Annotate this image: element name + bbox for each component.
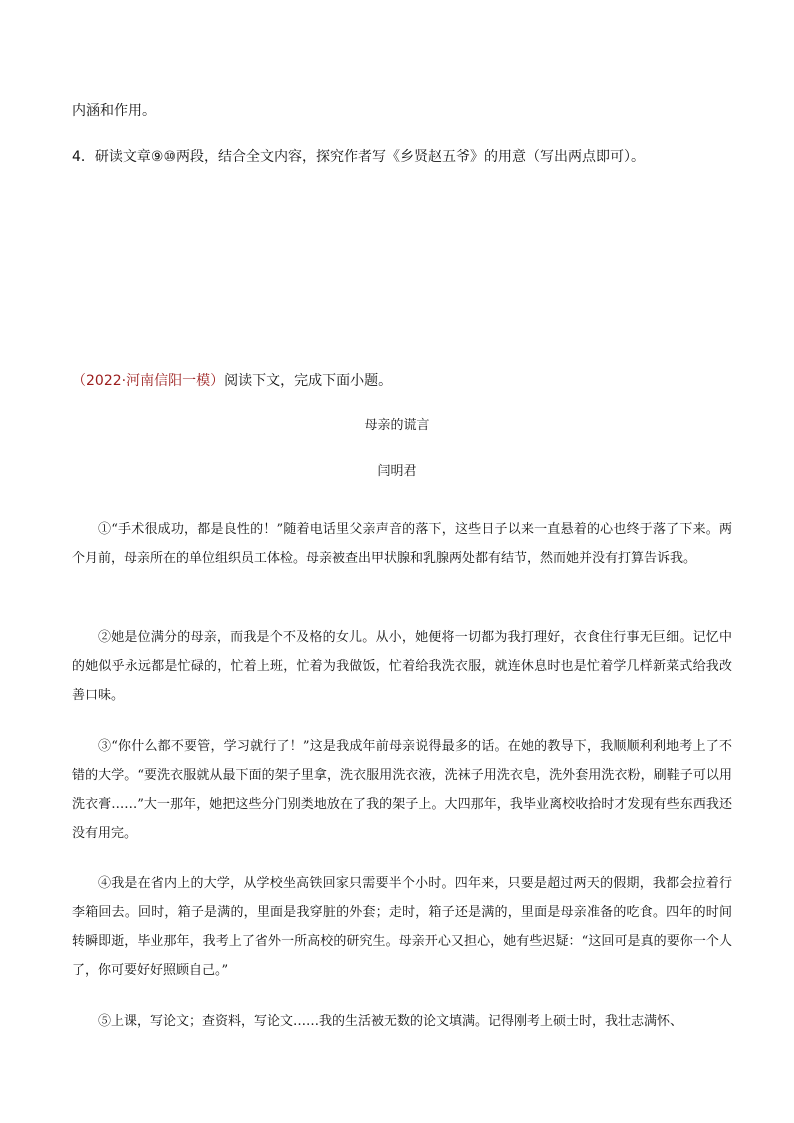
source-label: （2022·河南信阳一模）	[72, 373, 225, 389]
article-title: 母亲的谎言	[364, 418, 430, 433]
article-paragraph-3: ③“你什么都不要管，学习就行了！”这是我成年前母亲说得最多的话。在她的教导下，我顺顺利利地考上了不错的大学。“要洗衣服就从最下面的架子里拿，洗衣服用洗衣液，洗袜子用洗衣皂，洗外套用洗衣粉，刷鞋子可以用洗衣膏……”大一那年，她把这些分门别类地放在了我的架子上。大四那年，我毕业离校收拾时才发现有些东西我还没有用完。	[72, 739, 732, 841]
article-paragraph-5: ⑤上课，写论文；查资料，写论文……我的生活被无数的论文填满。记得刚考上硕士时，我壮志满怀、	[98, 1014, 684, 1029]
reading-intro	[72, 371, 732, 391]
previous-question-ending: 内涵和作用。	[72, 103, 156, 119]
article-paragraph-4: ④我是在省内上的大学，从学校坐高铁回家只需要半个小时。四年来，只要是超过两天的假期，我都会拉着行李箱回去。回时，箱子是满的，里面是我穿脏的外套；走时，箱子还是满的，里面是母亲准备的吃食。四年的时间转瞬即逝，毕业那年，我考上了省外一所高校的研究生。母亲开心又担心，她有些迟疑：“这回可是真的要你一个人了，你可要好好照顾自己。”	[72, 876, 732, 978]
reading-instruction: 阅读下文，完成下面小题。	[224, 373, 393, 389]
article-author: 闫明君	[377, 464, 417, 479]
article-paragraph-1: ①“手术很成功，都是良性的！”随着电话里父亲声音的落下，这些日子以来一直悬着的心也终于落了下来。两个月前，母亲所在的单位组织员工体检。母亲被查出甲状腺和乳腺两处都有结节，然而她并没有打算告诉我。	[72, 522, 732, 566]
question-4: 4．研读文章⑨⑩两段，结合全文内容，探究作者写《乡贤赵五爷》的用意（写出两点即可）。	[72, 149, 646, 165]
article-paragraph-2: ②她是位满分的母亲，而我是个不及格的女儿。从小，她便将一切都为我打理好，衣食住行事无巨细。记忆中的她似乎永远都是忙碌的，忙着上班，忙着为我做饭，忙着给我洗衣服，就连休息时也是忙着学几样新菜式给我改善口味。	[72, 630, 732, 703]
